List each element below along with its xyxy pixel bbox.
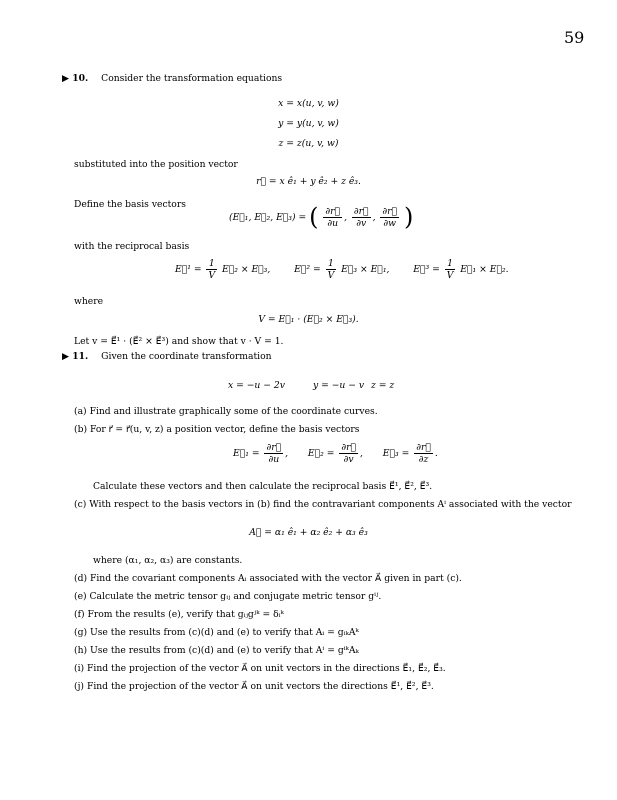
part-b-calc: Calculate these vectors and then calculate the reciprocal basis E⃗¹, E⃗², E⃗³. [93, 481, 433, 492]
equation-y: y = y(u, v, w) [278, 118, 339, 129]
vector-A-equation: A⃗ = α₁ ê₁ + α₂ ê₂ + α₃ ê₃ [249, 527, 368, 538]
part-b: (b) For r⃗ = r⃗(u, v, z) a position vector, define the basis vectors [74, 424, 360, 435]
substituted-text: substituted into the position vector [74, 159, 238, 170]
problem-11-marker: ▶ 11. [62, 351, 89, 362]
page-number: 59 [564, 28, 585, 47]
equation-x: x = x(u, v, w) [278, 98, 339, 109]
transform-x: x = −u − 2v [228, 380, 285, 391]
recip1-lhs: E⃗¹ = [175, 264, 202, 276]
part-c: (c) With respect to the basis vectors in (b) find the contravariant components Aⁱ associated with the vector [74, 499, 572, 510]
where-text: where [74, 296, 104, 307]
recip3-rhs: E⃗₁ × E⃗₂. [460, 264, 509, 276]
define-basis-text: Define the basis vectors [74, 199, 186, 210]
basis-fraction-u: $\frac{\partial r⃗}{\partial u}$ [325, 205, 341, 229]
part-b-basis-equations: E⃗₁ = $\frac{\partial r⃗}{\partial u}$ , E⃗₂ = $\frac{\partial r⃗}{\partial v}$ , E⃗₃ = $\frac{\partial r⃗}{\partial z}$ . [233, 442, 438, 466]
basis-fraction-w: $\frac{\partial r⃗}{\partial w}$ [382, 205, 398, 229]
recip3-lhs: E⃗³ = [413, 264, 440, 276]
recip1-rhs: E⃗₂ × E⃗₃, [222, 264, 271, 276]
basis-lhs: (E⃗₁, E⃗₂, E⃗₃) = [229, 211, 307, 223]
recip2-rhs: E⃗₃ × E⃗₁, [341, 264, 390, 276]
reciprocal-intro-text: with the reciprocal basis [74, 241, 190, 252]
part-e: (e) Calculate the metric tensor gᵢⱼ and conjugate metric tensor gⁱʲ. [74, 591, 382, 602]
transform-z: z = z [371, 380, 395, 391]
transform-y: y = −u − v [313, 380, 365, 391]
let-v-text: Let v = E⃗¹ · (E⃗² × E⃗³) and show that v · V = 1. [74, 336, 284, 347]
volume-definition: V = E⃗₁ · (E⃗₂ × E⃗₃). [258, 314, 359, 325]
part-f: (f) From the results (e), verify that gᵢⱼgʲᵏ = δᵢᵏ [74, 609, 284, 620]
problem-10-header [62, 73, 282, 84]
part-h: (h) Use the results from (c)(d) and (e) to verify that Aⁱ = gⁱᵏAₖ [74, 645, 359, 656]
recip2-lhs: E⃗² = [294, 264, 321, 276]
part-g: (g) Use the results from (c)(d) and (e) to verify that Aᵢ = gᵢₖAᵏ [74, 627, 359, 638]
basis-vectors-equation: (E⃗₁, E⃗₂, E⃗₃) = ( $\frac{\partial r⃗}{\partial u}$ , $\frac{\partial r⃗}{\partial v}$ , $\frac{\partial r⃗}{\partial w}$ ) [229, 203, 414, 231]
basis-fraction-v: $\frac{\partial r⃗}{\partial v}$ [353, 205, 369, 229]
position-vector-equation: r⃗ = x ê₁ + y ê₂ + z ê₃. [256, 176, 361, 187]
part-i: (i) Find the projection of the vector A⃗ on unit vectors in the directions E⃗₁, E⃗₂, E⃗₃. [74, 663, 446, 674]
reciprocal-basis-equations: E⃗¹ = $\frac{1}{V}$ E⃗₂ × E⃗₃, E⃗² = $\frac{1}{V}$ E⃗₃ × E⃗₁, E⃗³ = $\frac{1}{V}$ E⃗₁ × E⃗₂. [175, 258, 509, 282]
problem-11-intro: Given the coordinate transformation [101, 351, 272, 362]
problem-10-marker: ▶ 10. [62, 73, 89, 84]
problem-10-intro: Consider the transformation equations [101, 73, 283, 84]
problem-11-header [62, 351, 272, 362]
part-c-where: where (α₁, α₂, α₃) are constants. [93, 555, 243, 566]
part-d: (d) Find the covariant components Aᵢ associated with the vector A⃗ given in part (c). [74, 573, 462, 584]
part-j: (j) Find the projection of the vector A⃗ on unit vectors the directions E⃗¹, E⃗², E⃗³. [74, 681, 434, 692]
equation-z: z = z(u, v, w) [278, 138, 339, 149]
part-a: (a) Find and illustrate graphically some of the coordinate curves. [74, 406, 378, 417]
